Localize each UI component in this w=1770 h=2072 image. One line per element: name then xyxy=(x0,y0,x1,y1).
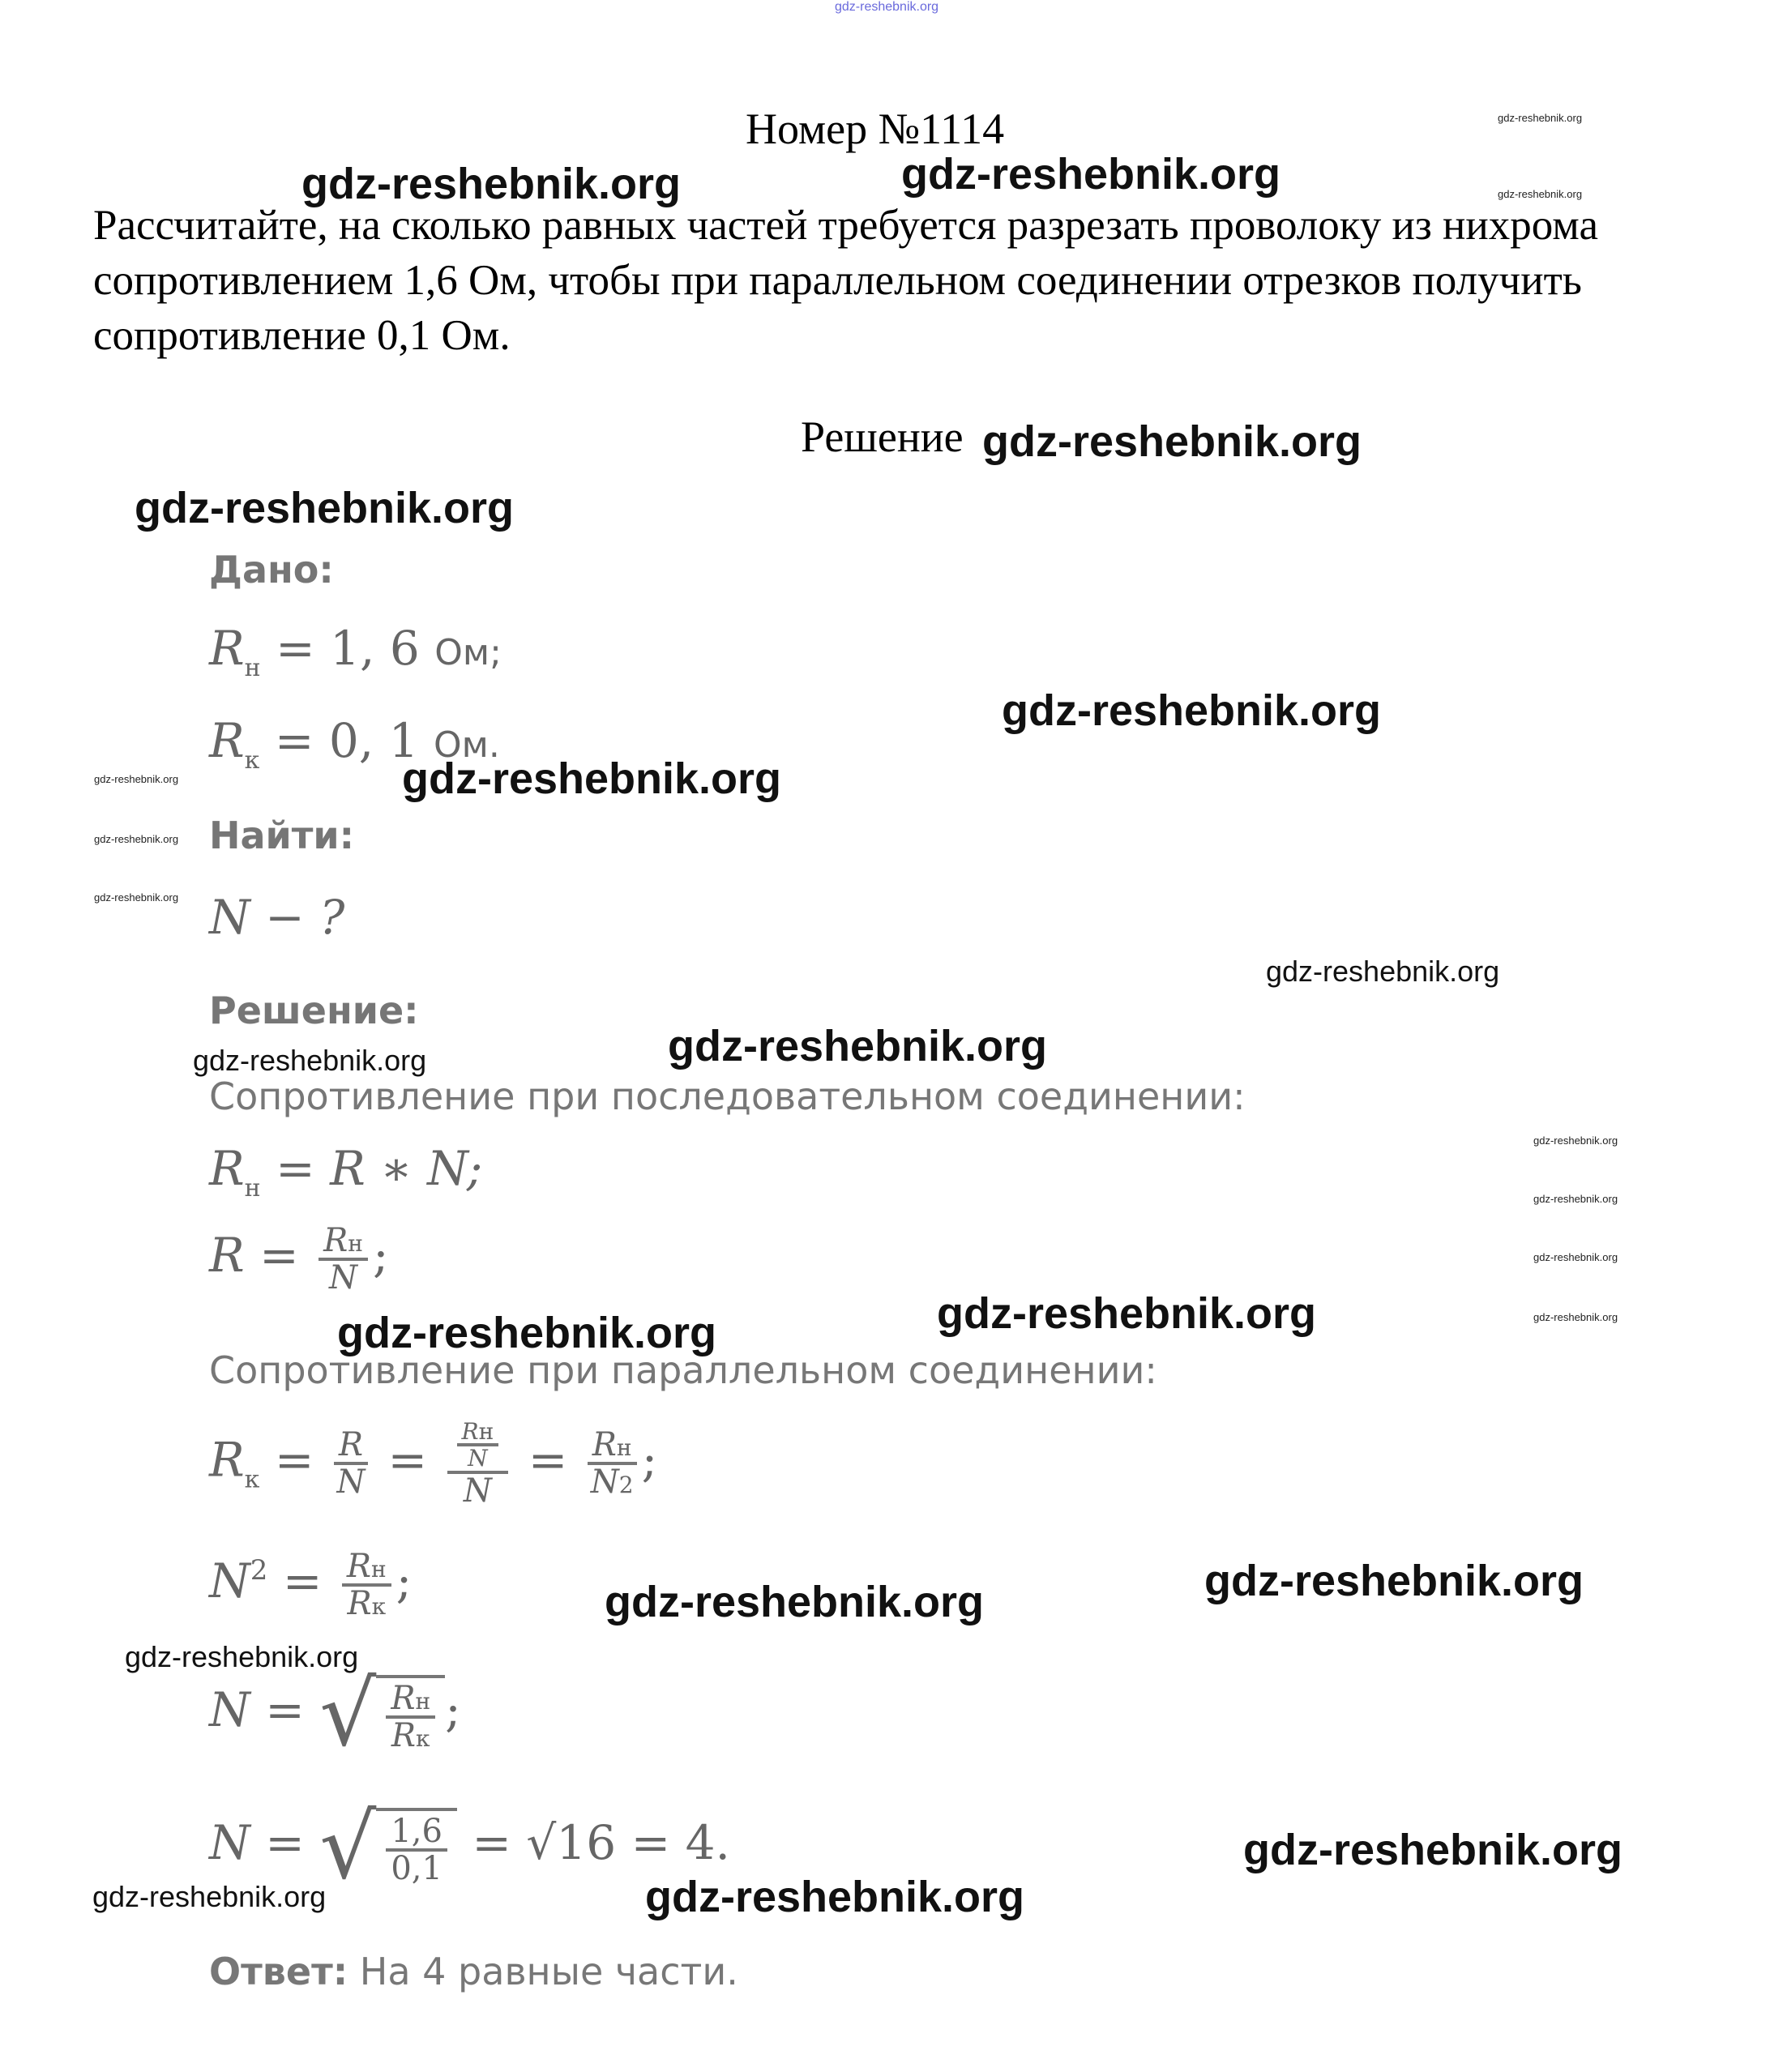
radicand xyxy=(376,1675,445,1753)
var-r: R xyxy=(209,1141,245,1196)
semicolon: ; xyxy=(395,1553,413,1609)
denominator xyxy=(447,1474,509,1508)
var-r: R xyxy=(338,1426,364,1464)
page-title: Номер №1114 xyxy=(746,105,1005,153)
sqrt xyxy=(319,1662,445,1766)
watermark: gdz-reshebnik.org xyxy=(1266,955,1500,988)
var-r: R xyxy=(592,1426,617,1464)
answer-line xyxy=(209,1950,738,1993)
watermark: gdz-reshebnik.org xyxy=(1533,1134,1618,1147)
numerator xyxy=(457,1420,499,1446)
numerator xyxy=(447,1420,509,1474)
unit: Ом. xyxy=(434,724,500,766)
value: = 0, 1 xyxy=(259,713,419,768)
answer-label: Ответ: xyxy=(209,1950,348,1993)
answer-text: На 4 равные части. xyxy=(348,1950,738,1993)
sup-2: 2 xyxy=(618,1472,634,1499)
var-n: N xyxy=(590,1463,619,1502)
denominator xyxy=(588,1463,637,1502)
sub-k: к xyxy=(416,1725,430,1752)
denominator xyxy=(457,1446,499,1470)
watermark: gdz-reshebnik.org xyxy=(1204,1557,1584,1605)
radicand xyxy=(376,1808,457,1886)
problem-text: Рассчитайте, на сколько равных частей требуется разрезать проволоку из нихрома сопротивлением 1,6 Ом, чтобы при параллельном соединении отрезков получить сопротивление 0,1 Ом. xyxy=(93,202,1598,359)
semicolon: ; xyxy=(372,1228,389,1284)
sub-n: н xyxy=(371,1556,387,1583)
prefix: R = xyxy=(209,1228,299,1284)
fraction-rn-n2 xyxy=(588,1426,637,1502)
solution-label: Решение: xyxy=(209,989,419,1032)
semicolon: ; xyxy=(641,1432,658,1488)
equals: = xyxy=(282,1553,323,1609)
compound-fraction xyxy=(447,1420,509,1508)
numerator xyxy=(386,1681,435,1719)
var-n: N xyxy=(209,1553,250,1609)
r-formula xyxy=(209,1224,389,1295)
numerator: 1,6 xyxy=(386,1814,447,1852)
denominator xyxy=(342,1587,391,1621)
sqrt xyxy=(319,1795,457,1899)
watermark: gdz-reshebnik.org xyxy=(92,1880,327,1913)
sup-2: 2 xyxy=(250,1554,268,1587)
watermark: gdz-reshebnik.org xyxy=(1533,1251,1618,1263)
watermark: gdz-reshebnik.org xyxy=(668,1022,1048,1070)
sqrt-symbol: √ xyxy=(319,1662,377,1766)
series-text: Сопротивление при последовательном соединении: xyxy=(209,1074,1246,1118)
watermark: gdz-reshebnik.org xyxy=(193,1044,427,1077)
var-n: N xyxy=(209,1815,250,1871)
formula-rest: = R ∗ N; xyxy=(260,1141,483,1196)
equals: = xyxy=(387,1432,428,1488)
sqrt-symbol: √ xyxy=(319,1795,377,1899)
watermark: gdz-reshebnik.org xyxy=(135,484,515,532)
watermark: gdz-reshebnik.org xyxy=(1002,686,1382,735)
given-line-1 xyxy=(209,621,502,682)
var-r: R xyxy=(391,1717,417,1754)
inner-fraction xyxy=(457,1420,499,1471)
var-r: R xyxy=(461,1418,479,1445)
watermark: gdz-reshebnik.org xyxy=(1533,1311,1618,1323)
watermark: gdz-reshebnik.org xyxy=(125,1640,359,1673)
var-r: R xyxy=(346,1548,371,1585)
numerator xyxy=(588,1428,637,1465)
watermark: gdz-reshebnik.org xyxy=(901,150,1281,199)
var-r: R xyxy=(209,1432,245,1488)
watermark: gdz-reshebnik.org xyxy=(1533,1193,1618,1205)
watermark: gdz-reshebnik.org xyxy=(301,160,682,208)
var-n: N xyxy=(468,1445,488,1472)
sub-n: н xyxy=(348,1230,363,1257)
watermark: gdz-reshebnik.org xyxy=(645,1873,1025,1921)
sub-n: н xyxy=(415,1688,431,1715)
numerator xyxy=(342,1549,391,1587)
numerator xyxy=(319,1224,368,1261)
watermark: gdz-reshebnik.org xyxy=(1243,1826,1623,1874)
sub-n: н xyxy=(616,1434,632,1462)
var-r: R xyxy=(323,1222,348,1259)
fraction xyxy=(342,1549,391,1621)
var-r: R xyxy=(347,1585,372,1622)
semicolon: ; xyxy=(445,1682,461,1738)
n-squared-formula xyxy=(209,1549,412,1621)
watermark: gdz-reshebnik.org xyxy=(94,773,179,785)
var-n: N xyxy=(329,1259,358,1297)
sub-k: к xyxy=(244,746,260,775)
sub-n: н xyxy=(478,1418,494,1445)
n-sqrt-formula xyxy=(209,1662,461,1766)
watermark: gdz-reshebnik.org xyxy=(982,417,1362,466)
value: = 1, 6 xyxy=(260,621,420,676)
fraction xyxy=(386,1681,435,1753)
fraction xyxy=(386,1814,447,1886)
var-r: R xyxy=(209,621,245,676)
var-r: R xyxy=(391,1680,416,1717)
sub-k: к xyxy=(244,1465,260,1494)
sub-k: к xyxy=(371,1593,387,1620)
watermark: gdz-reshebnik.org xyxy=(937,1289,1317,1338)
var-n: N xyxy=(336,1463,366,1502)
var-n: N xyxy=(209,1682,250,1738)
equals: = xyxy=(265,1682,305,1738)
series-formula xyxy=(209,1141,482,1203)
sub-n: н xyxy=(244,1174,261,1203)
watermark: gdz-reshebnik.org xyxy=(94,891,179,904)
equals: = xyxy=(274,1432,314,1488)
given-label: Дано: xyxy=(209,548,334,592)
fraction xyxy=(319,1224,368,1295)
find-expression xyxy=(209,890,344,945)
watermark: gdz-reshebnik.org xyxy=(1498,112,1583,124)
denominator xyxy=(319,1261,368,1295)
watermark: gdz-reshebnik.org xyxy=(605,1578,985,1626)
denominator xyxy=(386,1719,435,1753)
fraction-r-n xyxy=(334,1426,368,1502)
equals: = xyxy=(265,1815,305,1871)
watermark: gdz-reshebnik.org xyxy=(1498,188,1583,200)
unit: Ом; xyxy=(434,632,502,673)
find-expr: N − ? xyxy=(209,890,345,945)
solution-heading: Решение xyxy=(801,412,964,461)
watermark: gdz-reshebnik.org xyxy=(402,754,782,803)
equals: = xyxy=(528,1432,568,1488)
numerator xyxy=(334,1428,368,1465)
denominator: 0,1 xyxy=(391,1850,442,1887)
find-label: Найти: xyxy=(209,814,355,857)
denominator xyxy=(334,1463,368,1502)
sub-n: н xyxy=(244,654,261,682)
parallel-formula xyxy=(209,1420,657,1508)
var-n: N xyxy=(463,1472,492,1510)
top-watermark: gdz-reshebnik.org xyxy=(835,0,939,14)
parallel-text: Сопротивление при параллельном соединении: xyxy=(209,1348,1157,1392)
var-r: R xyxy=(209,713,245,768)
watermark: gdz-reshebnik.org xyxy=(337,1309,717,1357)
watermark: gdz-reshebnik.org xyxy=(94,833,179,845)
result: = √16 = 4. xyxy=(472,1815,730,1871)
